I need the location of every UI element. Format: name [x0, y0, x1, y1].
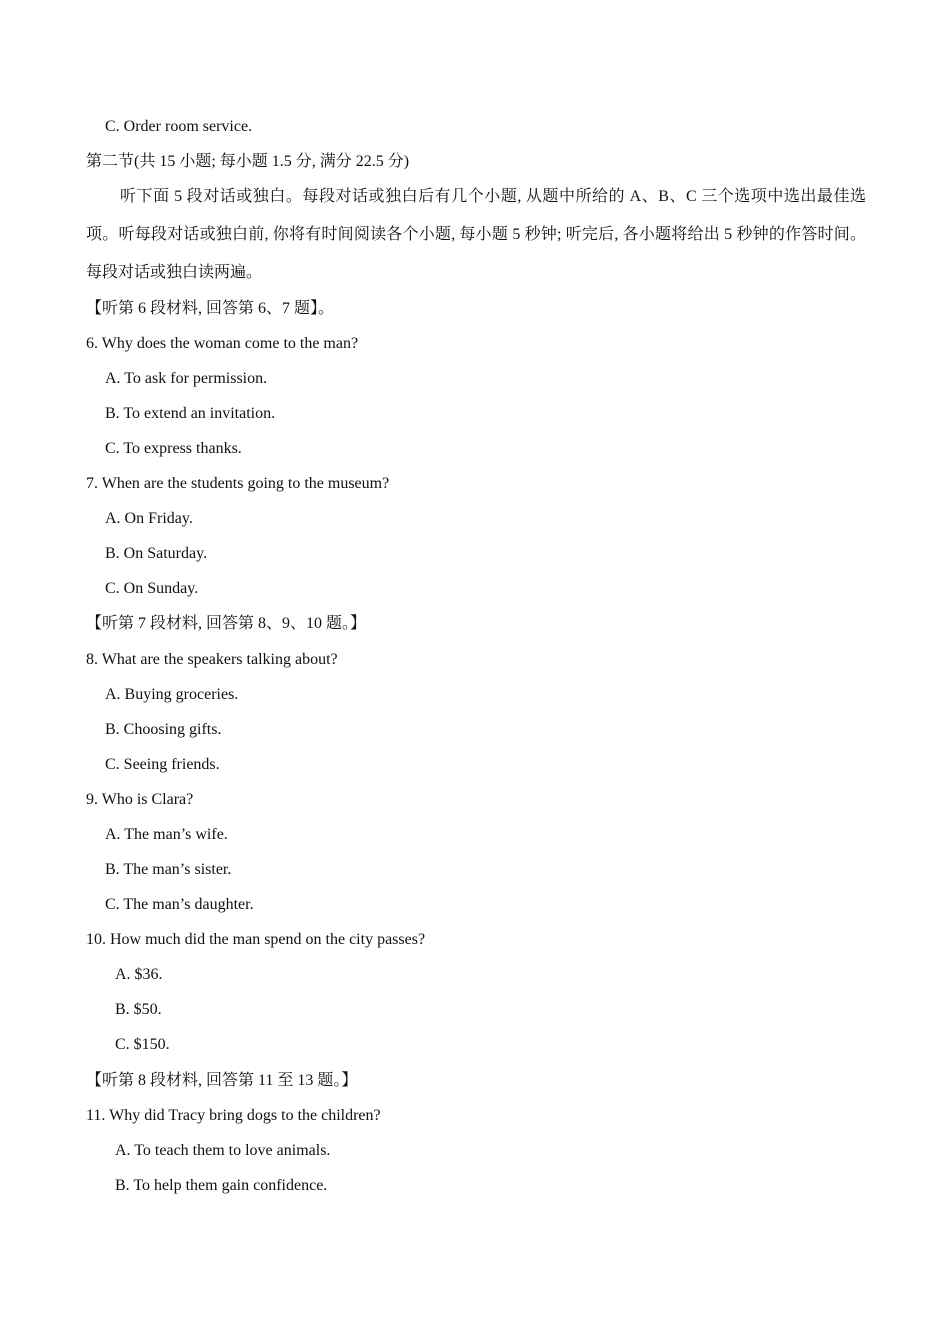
question-6-option-c: C. To express thanks.: [105, 440, 242, 457]
question-10-option-a: A. $36.: [115, 966, 163, 983]
question-8-option-b: B. Choosing gifts.: [105, 721, 222, 738]
material-6-header: 【听第 6 段材料, 回答第 6、7 题】。: [86, 300, 335, 317]
question-11-option-a: A. To teach them to love animals.: [115, 1142, 331, 1159]
question-8: 8. What are the speakers talking about?: [86, 651, 338, 668]
question-7-option-c: C. On Sunday.: [105, 580, 199, 597]
material-8-header: 【听第 8 段材料, 回答第 11 至 13 题。】: [86, 1072, 358, 1089]
question-6-option-a: A. To ask for permission.: [105, 370, 268, 387]
question-7-option-a: A. On Friday.: [105, 510, 193, 527]
question-9: 9. Who is Clara?: [86, 791, 194, 808]
question-9-option-c: C. The man’s daughter.: [105, 896, 254, 913]
question-10-option-c: C. $150.: [115, 1036, 170, 1053]
question-11-option-b: B. To help them gain confidence.: [115, 1177, 328, 1194]
question-10: 10. How much did the man spend on the city passes?: [86, 931, 426, 948]
material-7-header: 【听第 7 段材料, 回答第 8、9、10 题。】: [86, 615, 367, 632]
question-9-option-a: A. The man’s wife.: [105, 826, 228, 843]
option-c-prev: C. Order room service.: [105, 118, 253, 135]
question-11: 11. Why did Tracy bring dogs to the children?: [86, 1107, 381, 1124]
question-8-option-a: A. Buying groceries.: [105, 686, 239, 703]
question-9-option-b: B. The man’s sister.: [105, 861, 232, 878]
question-6: 6. Why does the woman come to the man?: [86, 335, 359, 352]
section-title: 第二节(共 15 小题; 每小题 1.5 分, 满分 22.5 分): [86, 153, 410, 170]
question-6-option-b: B. To extend an invitation.: [105, 405, 276, 422]
question-8-option-c: C. Seeing friends.: [105, 756, 220, 773]
question-7-option-b: B. On Saturday.: [105, 545, 208, 562]
section-instructions: 听下面 5 段对话或独白。每段对话或独白后有几个小题, 从题中所给的 A、B、C 三个选项中选出最佳选项。听每段对话或独白前, 你将有时间阅读各个小题, 每小题 5 秒钟; 听完后, 各小题将给出 5 秒钟的作答时间。每段对话或独白读两遍。: [86, 188, 866, 281]
question-7: 7. When are the students going to the museum?: [86, 475, 390, 492]
question-10-option-b: B. $50.: [115, 1001, 162, 1018]
